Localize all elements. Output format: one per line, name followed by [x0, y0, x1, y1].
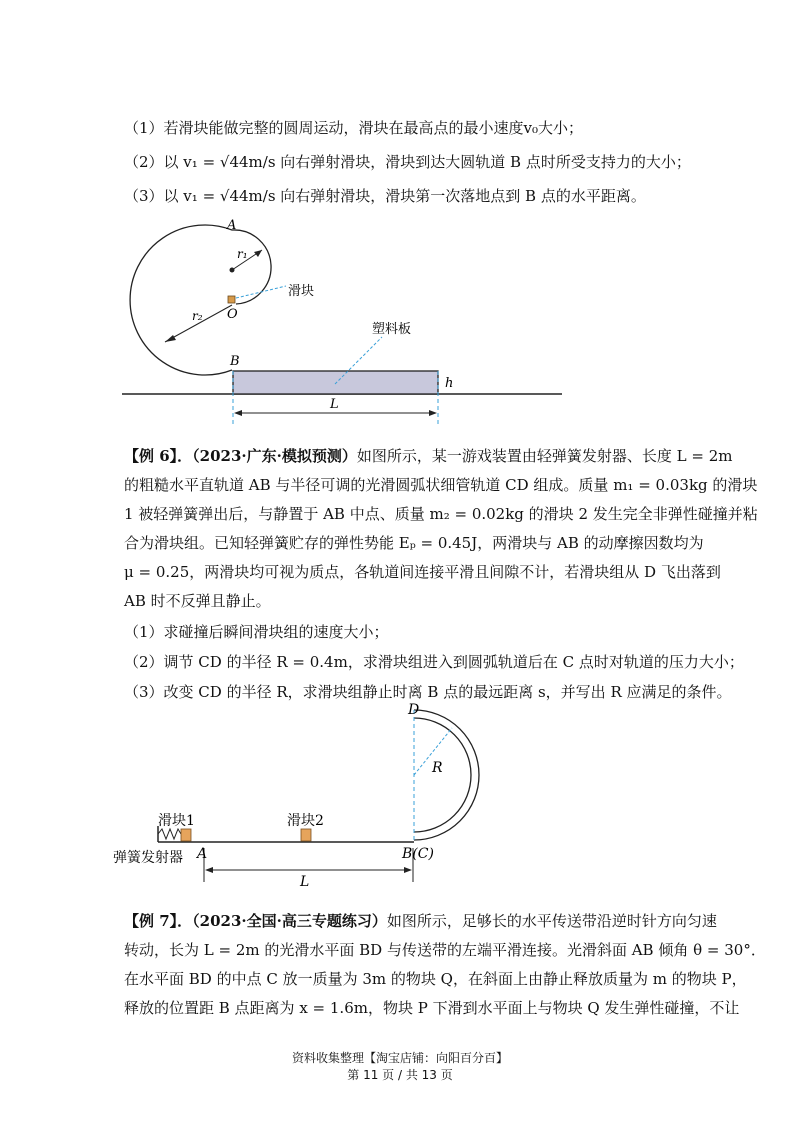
- arrowhead-r2: [165, 335, 176, 342]
- arrowhead-right: [404, 867, 412, 873]
- ex6-question-3: （3）改变 CD 的半径 R，求滑块组静止时离 B 点的最远距离 s，并写出 R 应满足的条件。: [124, 683, 732, 701]
- ex6-line-5: μ = 0.25，两滑块均可视为质点，各轨道间连接平滑且间隙不计，若滑块组从 D 飞出落到: [124, 563, 721, 581]
- spring-icon: [158, 829, 181, 839]
- label-slider-1: 滑块1: [158, 813, 195, 829]
- arc-outer: [414, 710, 479, 840]
- slider-2-block: [301, 829, 311, 841]
- ex6-line-6: AB 时不反弹且静止。: [124, 592, 271, 610]
- label-board: 塑料板: [372, 322, 412, 337]
- ex7-line-4: 释放的位置距 B 点距离为 x = 1.6m，物块 P 下滑到水平面上与物块 Q 发生弹性碰撞，不让: [124, 999, 740, 1017]
- label-a: A: [227, 218, 237, 233]
- ex6-line-1: [124, 446, 732, 466]
- label-l: L: [300, 874, 310, 890]
- plastic-board: [233, 371, 438, 394]
- footer-source: 资料收集整理【淘宝店铺：向阳百分百】: [291, 1051, 508, 1065]
- label-a: A: [197, 846, 208, 862]
- arrowhead-left: [205, 867, 213, 873]
- ex7-title: 【例 7】．（2023·全国·高三专题练习）: [124, 912, 387, 930]
- ex6-line-4: 合为滑块组。已知轻弹簧贮存的弹性势能 Eₚ = 0.45J，两滑块与 AB 的动摩擦因数均为: [124, 534, 704, 552]
- ex6-line-1-text: 如图所示，某一游戏装置由轻弹簧发射器、长度 L = 2m: [356, 447, 733, 465]
- ex6-line-2: 的粗糙水平直轨道 AB 与半径可调的光滑圆弧状细管轨道 CD 组成。质量 m₁ = 0.03kg 的滑块: [124, 476, 758, 494]
- ex6-question-2: （2）调节 CD 的半径 R = 0.4m，求滑块组进入到圆弧轨道后在 C 点时对轨道的压力大小；: [124, 653, 744, 671]
- arrowhead-l-left: [234, 410, 242, 416]
- slider-1-block: [181, 829, 191, 841]
- label-bc: B(C): [402, 846, 434, 862]
- ex5-question-1: （1）若滑块能做完整的圆周运动，滑块在最高点的最小速度v₀大小；: [124, 119, 584, 137]
- slider-leader: [236, 286, 286, 298]
- track-outline: [130, 225, 271, 375]
- footer-page-number: 第 11 页 / 共 13 页: [347, 1068, 453, 1082]
- figure-circular-track: [110, 210, 580, 430]
- arrowhead-l-right: [429, 410, 437, 416]
- label-o: O: [227, 307, 238, 322]
- label-slider-2: 滑块2: [287, 813, 324, 829]
- ex7-line-2: 转动，长为 L = 2m 的光滑水平面 BD 与传送带的左端平滑连接。光滑斜面 AB 倾角 θ = 30°．: [124, 941, 766, 959]
- label-h: h: [445, 376, 454, 391]
- label-l: L: [330, 397, 339, 412]
- ex7-line-1: [124, 911, 717, 931]
- label-b: B: [230, 354, 240, 369]
- ex6-question-1: （1）求碰撞后瞬间滑块组的速度大小；: [124, 623, 389, 641]
- label-r1: r₁: [237, 247, 248, 261]
- ex6-title: 【例 6】．（2023·广东·模拟预测）: [124, 447, 357, 465]
- label-slider: 滑块: [288, 284, 315, 299]
- ex6-line-3: 1 被轻弹簧弹出后，与静置于 AB 中点、质量 m₂ = 0.02kg 的滑块 2 发生完全非弹性碰撞并粘: [124, 505, 758, 523]
- label-launcher: 弹簧发射器: [113, 850, 183, 866]
- label-r: R: [432, 760, 443, 776]
- slider-block: [228, 296, 235, 303]
- arrowhead-r1: [254, 250, 262, 257]
- label-r2: r₂: [192, 309, 203, 323]
- ex5-question-2: （2）以 v₁ = √44m/s 向右弹射滑块，滑块到达大圆轨道 B 点时所受支持力的大小；: [124, 153, 691, 171]
- ex7-line-3: 在水平面 BD 的中点 C 放一质量为 3m 的物块 Q，在斜面上由静止释放质量为 m 的物块 P，: [124, 970, 747, 988]
- ex5-question-3: （3）以 v₁ = √44m/s 向右弹射滑块，滑块第一次落地点到 B 点的水平距离。: [124, 187, 646, 205]
- label-d: D: [408, 702, 420, 718]
- ex7-line-1-text: 如图所示，足够长的水平传送带沿逆时针方向匀速: [386, 912, 717, 930]
- figure-launcher-track: [110, 700, 480, 890]
